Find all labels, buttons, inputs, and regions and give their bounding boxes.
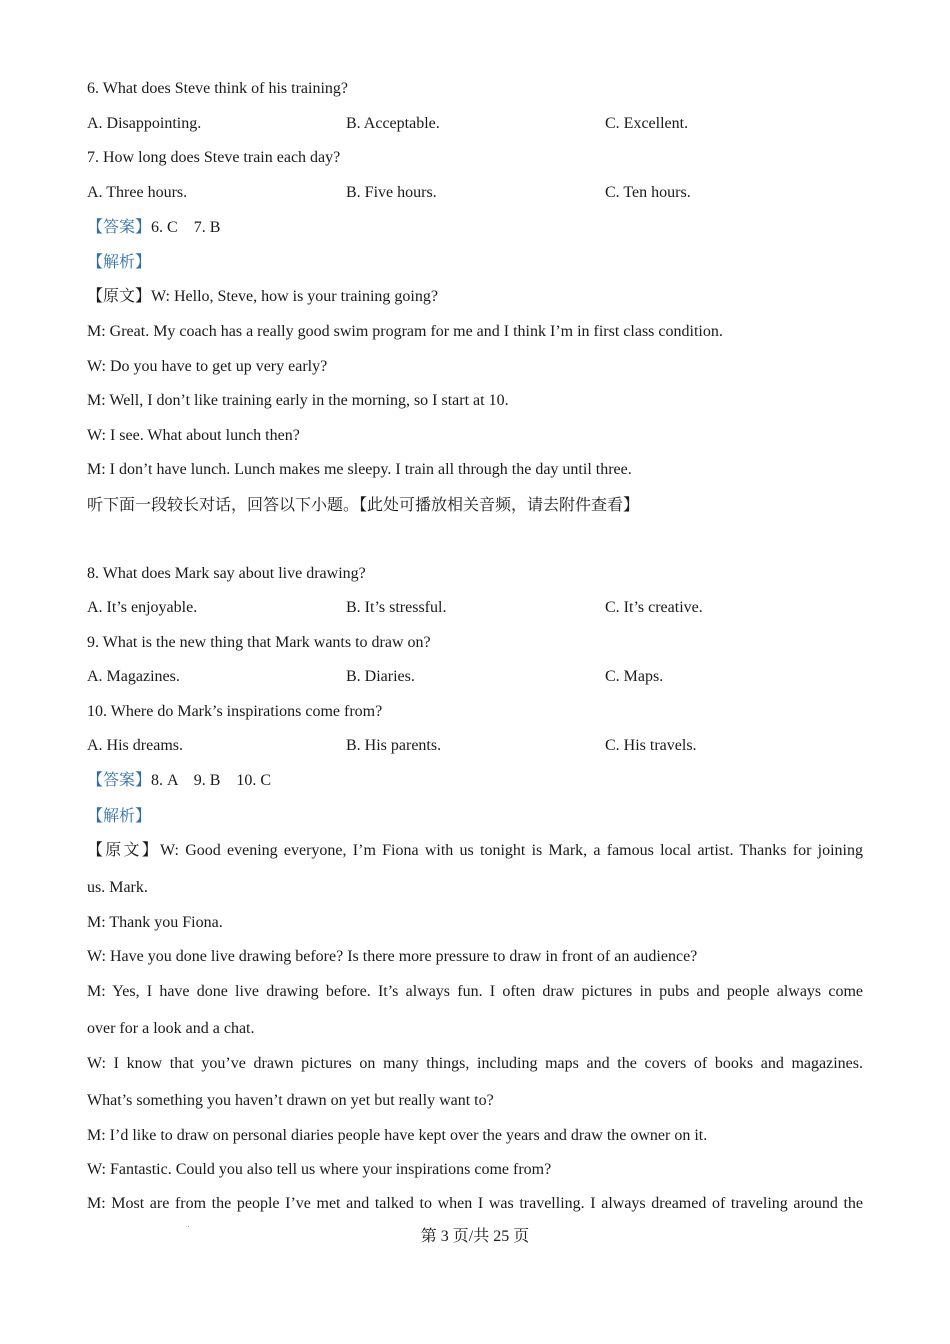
transcript-line: M: Yes, I have done live drawing before. It’s always fun. I often draw pictures in pubs and people always come [87, 983, 863, 1000]
transcript-line: 【原文】W: Hello, Steve, how is your training going? [87, 288, 438, 305]
original-tag: 【原文】 [87, 842, 160, 859]
q8-option-a: A. It’s enjoyable. [87, 599, 198, 616]
answer-tag: 【答案】 [87, 219, 152, 236]
page-number: 第 3 页/共 25 页 [420, 1228, 530, 1245]
q7-option-b: B. Five hours. [346, 184, 437, 201]
q8-option-c: C. It’s creative. [605, 599, 703, 616]
answer-block-1 [87, 218, 220, 238]
q10-option-c: C. His travels. [605, 737, 697, 754]
original-tag: 【原文】 [87, 288, 152, 305]
analysis-tag: 【解析】 [87, 254, 152, 271]
answer-text: 6. C 7. B [151, 219, 221, 236]
q9-option-a: A. Magazines. [87, 668, 180, 685]
q6-option-a: A. Disappointing. [87, 115, 202, 132]
answer-text: 8. A 9. B 10. C [151, 772, 272, 789]
listening-instruction: 听下面一段较长对话，回答以下小题。【此处可播放相关音频，请去附件查看】 [87, 497, 640, 514]
transcript-line: 【原文】W: Good evening everyone, I’m Fiona with us tonight is Mark, a famous local artist. Thanks for joining [87, 842, 863, 859]
transcript-line: W: Fantastic. Could you also tell us where your inspirations come from? [87, 1161, 552, 1178]
transcript-line: M: Great. My coach has a really good swim program for me and I think I’m in first class condition. [87, 323, 723, 340]
q6-option-b: B. Acceptable. [346, 115, 440, 132]
q9-option-b: B. Diaries. [346, 668, 415, 685]
transcript-line: M: Thank you Fiona. [87, 914, 223, 931]
transcript-line: M: Most are from the people I’ve met and talked to when I was travelling. I always dreamed of traveling around the [87, 1195, 863, 1212]
q7-option-c: C. Ten hours. [605, 184, 691, 201]
question-7: 7. How long does Steve train each day? [87, 149, 341, 166]
q9-option-c: C. Maps. [605, 668, 664, 685]
answer-tag: 【答案】 [87, 772, 152, 789]
transcript-line: W: I know that you’ve drawn pictures on many things, including maps and the covers of books and magazines. [87, 1055, 863, 1072]
question-6: 6. What does Steve think of his training? [87, 80, 348, 97]
transcript-line: M: I don’t have lunch. Lunch makes me sleepy. I train all through the day until three. [87, 461, 632, 478]
q10-option-a: A. His dreams. [87, 737, 183, 754]
transcript-line: M: Well, I don’t like training early in the morning, so I start at 10. [87, 392, 509, 409]
transcript-line: W: I see. What about lunch then? [87, 427, 300, 444]
analysis-tag: 【解析】 [87, 808, 152, 825]
transcript-line: W: Do you have to get up very early? [87, 358, 328, 375]
question-9: 9. What is the new thing that Mark wants to draw on? [87, 634, 431, 651]
answer-block-2 [87, 771, 271, 791]
transcript-line: W: Have you done live drawing before? Is there more pressure to draw in front of an audience? [87, 948, 698, 965]
q7-option-a: A. Three hours. [87, 184, 188, 201]
q6-option-c: C. Excellent. [605, 115, 689, 132]
transcript-line: What’s something you haven’t drawn on yet but really want to? [87, 1092, 494, 1109]
q10-option-b: B. His parents. [346, 737, 442, 754]
question-10: 10. Where do Mark’s inspirations come from? [87, 703, 383, 720]
transcript-line: us. Mark. [87, 879, 148, 896]
q8-option-b: B. It’s stressful. [346, 599, 447, 616]
transcript-line: over for a look and a chat. [87, 1020, 255, 1037]
transcript-line: M: I’d like to draw on personal diaries people have kept over the years and draw the owner on it. [87, 1127, 708, 1144]
question-8: 8. What does Mark say about live drawing? [87, 565, 366, 582]
